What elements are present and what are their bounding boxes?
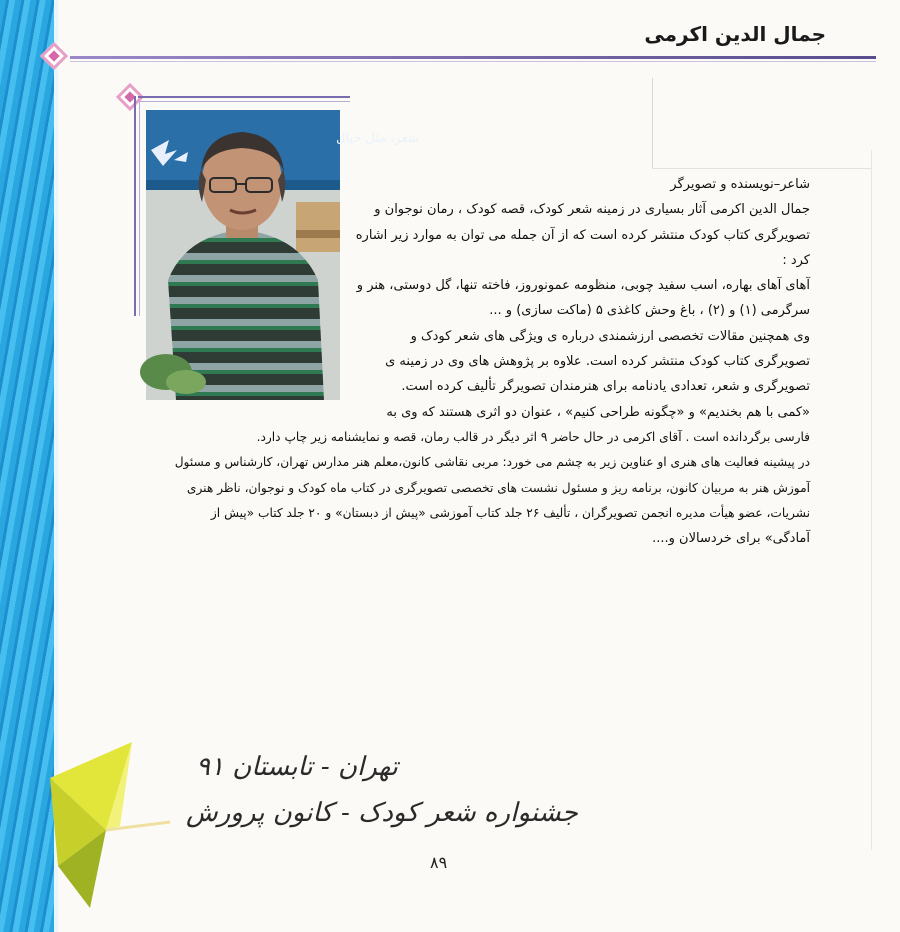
photo-frame-top	[138, 96, 350, 98]
body-line: تصویرگری کتاب کودک منتشر کرده است. علاوه بر پژوهش های وی در زمینه ی	[385, 354, 810, 370]
body-line: در پیشینه فعالیت های هنری او عناوین زیر به چشم می خورد: مربی نقاشی کانون،معلم هنر مدارس تهران، کارشناس و مسئول	[174, 455, 810, 470]
body-line: تصویرگری و شعر، تعدادی یادنامه برای هنرمندان تصویرگر تألیف کرده است.	[401, 379, 810, 395]
body-line: نشریات، عضو هیأت مدیره انجمن تصویرگران ، تألیف ۲۶ جلد کتاب آموزشی «پیش از دبستان» و ۲۰ جلد کتاب «پیش از	[210, 505, 810, 520]
body-line: جمال الدین اکرمی آثار بسیاری در زمینه شعر کودک، قصه کودک ، رمان نوجوان و	[374, 202, 810, 218]
photo-banner-text: شعر، مثل خیال	[336, 131, 419, 146]
header-rule	[70, 56, 876, 59]
role-line: شاعر–نویسنده و تصویرگر	[670, 177, 810, 192]
header-rule-thin	[70, 61, 876, 62]
photo-frame-left	[134, 96, 136, 316]
body-line: کرد :	[782, 252, 810, 268]
biography-text	[140, 172, 810, 551]
body-line: آموزش هنر به مربیان کانون، برنامه ریز و مسئول نشست های تخصصی تصویرگری در کتاب ماه کودک و نوجوان، ناظر هنری	[186, 480, 810, 495]
handwritten-note-line1: تهران - تابستان ۹۱	[196, 752, 398, 782]
corner-divider-horizontal	[652, 168, 872, 169]
body-line: وی همچنین مقالات تخصصی ارزشمندی درباره ی ویژگی های شعر کودک و	[410, 328, 810, 344]
right-margin-line	[871, 150, 872, 850]
photo-frame-top-thin	[138, 101, 350, 102]
body-line: «کمی با هم بخندیم» و «چگونه طراحی کنیم» ، عنوان دو اثری هستند که وی به	[386, 404, 810, 420]
corner-divider-vertical	[652, 78, 653, 168]
body-line: فارسی برگردانده است . آقای اکرمی در حال حاضر ۹ اثر دیگر در قالب رمان، قصه و نمایشنامه زیر چاپ دارد.	[256, 429, 810, 444]
body-line: تصویرگری کتاب کودک منتشر کرده است که از آن جمله می توان به موارد زیر اشاره	[355, 227, 810, 243]
origami-bird-icon	[50, 738, 190, 910]
handwritten-note-line2: جشنواره شعر کودک - کانون پرورش	[186, 798, 578, 828]
body-line: سرگرمی (۱) و (۲) ، باغ وحش کاغذی ۵ (ماکت سازی) و ...	[489, 303, 810, 319]
page-title: جمال الدین اکرمی	[644, 22, 826, 46]
body-line: آهای آهای بهاره، اسب سفید چوبی، منظومه عمونوروز، فاخته تنها، گل دوستی، هنر و	[356, 278, 810, 294]
body-line: آمادگی» برای خردسالان و....	[652, 531, 810, 547]
page-number: ۸۹	[430, 853, 448, 872]
